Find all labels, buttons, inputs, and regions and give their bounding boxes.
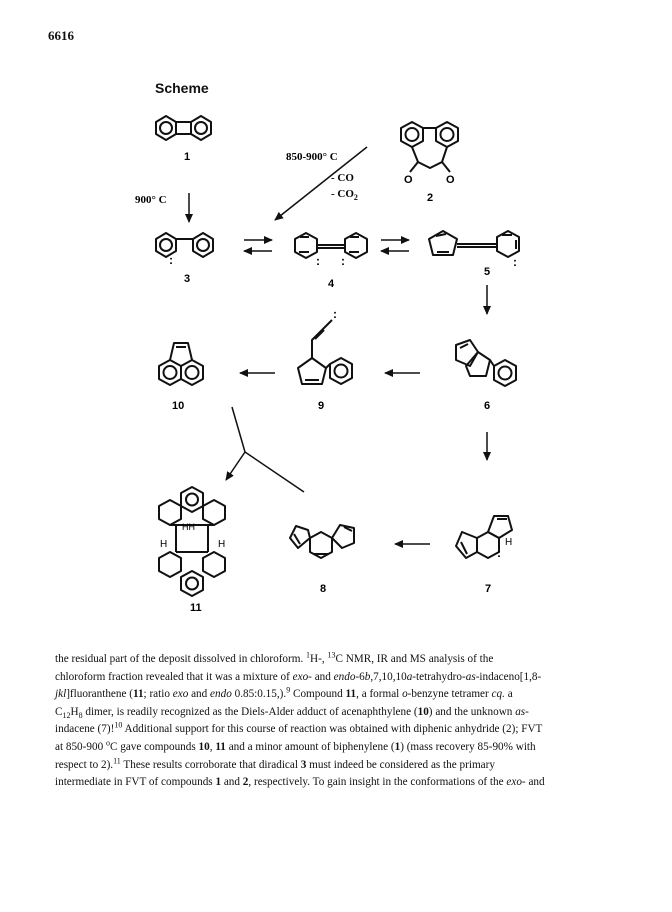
radical-dot-4a: : (316, 254, 320, 268)
text-line: the residual part of the deposit dissolved in chloroform. $^1$H-, $^{13}$C NMR, IR and MS analysis of the (55, 650, 494, 665)
structure-diradical-3 (156, 233, 213, 257)
radical-dot-5: : (513, 255, 517, 269)
structure-indacene-8 (290, 525, 354, 558)
text-line: respect to 2).$^{11}$ These results corroborate that diradical 3 must indeed be considered as the primary (55, 755, 495, 771)
compound-label-11: 11 (190, 602, 202, 614)
condition-minus-co2: - $CO_2$ (331, 188, 358, 202)
compound-label-6: 6 (484, 400, 491, 412)
condition-minus-co: - CO (331, 172, 354, 184)
compound-label-7: 7 (485, 583, 492, 595)
structure-diphenic-anhydride-2 (401, 122, 458, 172)
compound-label-9: 9 (318, 400, 325, 412)
compound-label-4: 4 (328, 278, 335, 290)
page-number: 6616 (48, 28, 74, 43)
condition-fvt-temp-2: 850-900° C (286, 151, 338, 163)
arrow-dimerization-to-11 (226, 452, 245, 480)
text-line: intermediate in FVT of compounds 1 and 2, respectively. To gain insight in the conformations of the exo- and (55, 776, 545, 789)
structure-vinylidene-9 (298, 320, 352, 384)
arrow-7-to-11-branch (245, 452, 304, 492)
structure-biphenylene-1 (156, 116, 211, 140)
radical-dot-9: : (333, 307, 337, 321)
hydrogen-label-11-left: H (160, 539, 168, 550)
reaction-arrows (189, 147, 487, 544)
structure-acenaphthylene-10 (159, 343, 203, 385)
compound-label-10: 10 (172, 400, 185, 412)
structure-carbene-5 (429, 231, 519, 257)
text-line: at 850-900 $^o$C gave compounds 10, 11 and a minor amount of biphenylene (1) (mass recovery 85-90% with (55, 738, 536, 753)
compound-label-5: 5 (484, 266, 491, 278)
text-line: $C_{12}H_8$ dimer, is readily recognized as the Diels-Alder adduct of acenaphthylene (10) and the unknown as- (55, 705, 529, 721)
radical-dot-4b: : (341, 254, 345, 268)
oxygen-label-right: O (446, 174, 455, 186)
text-line: chloroform fraction revealed that it was a mixture of exo- and endo-6b,7,10,10a-tetrahydro-as-indaceno[1,8- (55, 670, 542, 683)
compound-label-8: 8 (320, 583, 327, 595)
compound-label-3: 3 (184, 273, 191, 285)
body-paragraph (55, 651, 615, 792)
arrow-10-to-11-branch (232, 407, 245, 452)
structure-as-indacene-7 (456, 516, 512, 558)
reaction-conditions (135, 151, 358, 206)
scheme-title: Scheme (155, 80, 209, 96)
oxygen-label-left: O (404, 174, 413, 186)
hydrogen-label-11-right: H (218, 539, 226, 550)
structure-tetrahydro-fluoranthene-11 (159, 487, 225, 596)
radical-dot-7: : (497, 546, 501, 560)
condition-fvt-temp-1: 900° C (135, 194, 167, 206)
hydrogen-label-7: H (505, 537, 513, 548)
atom-labels (160, 174, 517, 560)
hh-label-11: HH (182, 522, 195, 532)
radical-dot-3: : (169, 253, 173, 267)
text-line: jkl]fluoranthene (11; ratio exo and endo 0.85:0.15,).$^9$ Compound 11, a formal o-benzyne tetramer cq. a (55, 685, 513, 701)
structure-dicarbene-4 (295, 233, 367, 258)
compound-label-1: 1 (184, 151, 191, 163)
structure-cyclopentindene-6 (456, 340, 516, 386)
text-line: indacene (7)!$^{10}$ Additional support for this course of reaction was obtained with diphenic anhydride (2); FVT (55, 720, 543, 736)
compound-label-2: 2 (427, 192, 434, 204)
